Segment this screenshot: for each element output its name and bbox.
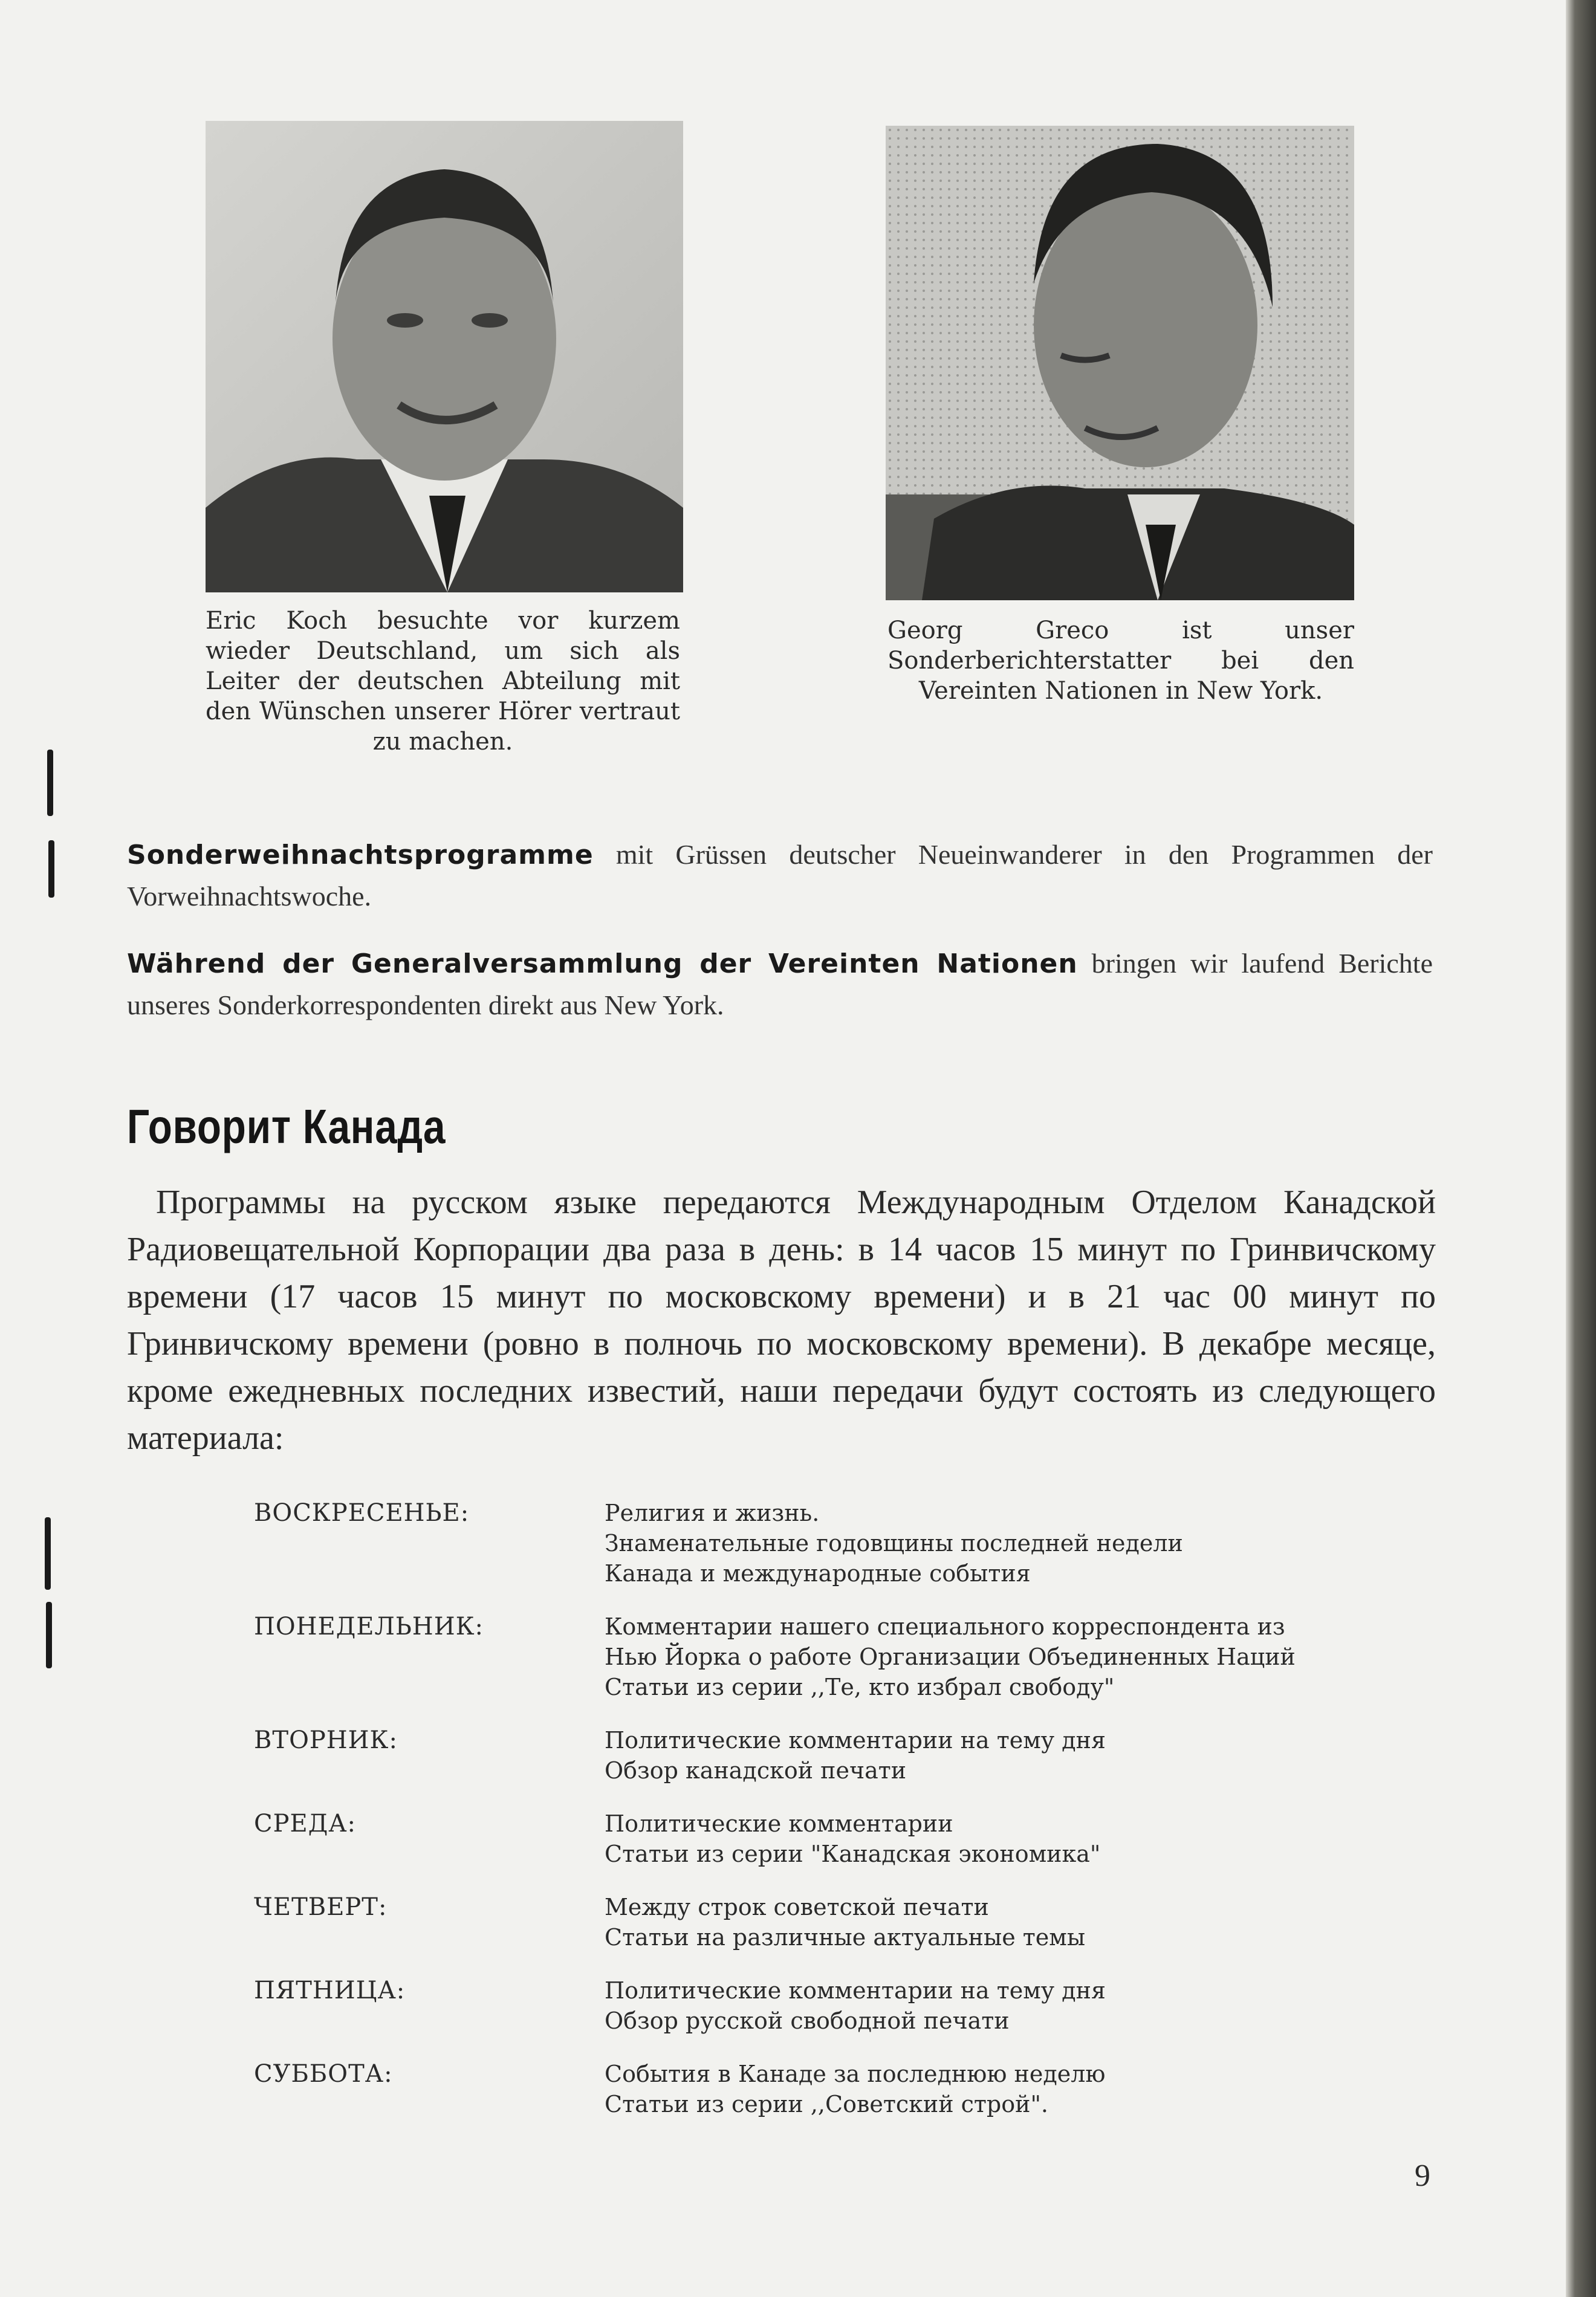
schedule-item: Знаменательные годовщины последней недели [605,1530,1183,1557]
schedule-item: События в Канаде за последнюю неделю [605,2061,1106,2087]
schedule-row [254,1975,1439,2036]
staple-mark [46,1602,52,1668]
section-heading: Говорит Канада [127,1100,446,1153]
schedule-items [605,1612,1439,1702]
schedule-row [254,2059,1439,2119]
schedule-day: ЧЕТВЕРТ: [254,1893,388,1921]
schedule-items [605,1725,1439,1786]
schedule-item: Нью Йорка о работе Организации Объединенных Наций [605,1644,1296,1670]
schedule-item: Статьи из серии ,,Те, кто избрал свободу" [605,1674,1115,1700]
schedule-items [605,1809,1439,1869]
schedule-items [605,1892,1439,1952]
schedule-day: ВТОРНИК: [254,1726,398,1754]
schedule-day: СУББОТА: [254,2060,393,2088]
schedule-item: Статьи из серии "Канадская экономика" [605,1841,1101,1867]
staple-mark [45,1517,51,1590]
german-paragraph-text: mit Grüssen deutscher Neueinwanderer in den Programmen der Vorweihnachtswoche. [127,839,1433,912]
schedule-table [254,1498,1439,2142]
schedule-item: Политические комментарии на тему дня [605,1977,1106,2004]
schedule-item: Статьи на различные актуальные темы [605,1924,1086,1951]
page-edge [1566,0,1596,2297]
schedule-items [605,2059,1439,2119]
schedule-row [254,1892,1439,1952]
german-paragraph-un [127,943,1433,1026]
schedule-day: ПЯТНИЦА: [254,1977,406,2004]
schedule-row [254,1809,1439,1869]
schedule-item: Религия и жизнь. [605,1500,820,1526]
schedule-row [254,1612,1439,1702]
german-paragraph-lead: Sonderweihnachtsprogramme [127,840,594,870]
schedule-item: Статьи из серии ,,Советский строй". [605,2091,1049,2117]
photo-georg-greco [886,126,1354,600]
schedule-row [254,1725,1439,1786]
page-number: 9 [1415,2159,1430,2193]
russian-intro-paragraph: Программы на русском языке передаются Международным Отделом Канадской Радиовещательной Корпорации два раза в день: в 14 часов 15 минут по Гринвичскому времени (17 часов 15 минут по московскому времени) и в 21 час 00 минут по Гринвичскому времени (ровно в полночь по московскому времени). В декабре месяце, кроме ежедневных последних известий, наши передачи будут состоять из следующего материала: [127,1184,1436,1457]
schedule-day: ПОНЕДЕЛЬНИК: [254,1613,484,1641]
schedule-item: Между строк советской печати [605,1894,989,1920]
schedule-item: Канада и международные события [605,1560,1031,1587]
schedule-day: СРЕДА: [254,1810,357,1838]
photo-eric-koch [206,121,683,592]
staple-mark [47,750,53,816]
german-paragraph-christmas [127,834,1433,917]
staple-mark [48,840,54,898]
schedule-row [254,1498,1439,1589]
german-paragraph-text: bringen wir laufend Berichte unseres Sonderkorrespondenten direkt aus New York. [127,948,1433,1020]
schedule-day: ВОСКРЕСЕНЬЕ: [254,1499,470,1527]
schedule-item: Комментарии нашего специального корреспондента из [605,1613,1285,1640]
caption-georg-greco: Georg Greco ist unser Sonderberichterstatter bei den Vereinten Nationen in New York. [887,617,1354,705]
caption-eric-koch: Eric Koch besuchte vor kurzem wieder Deutschland, um sich als Leiter der deutschen Abteilung mit den Wünschen unserer Hörer vertraut zu machen. [206,607,680,756]
german-paragraph-lead: Während der Generalversammlung der Vereinten Nationen [127,948,1078,979]
schedule-item: Политические комментарии на тему дня [605,1727,1106,1754]
schedule-items [605,1498,1439,1589]
schedule-items [605,1975,1439,2036]
schedule-item: Обзор русской свободной печати [605,2007,1010,2034]
schedule-item: Политические комментарии [605,1810,953,1837]
schedule-item: Обзор канадской печати [605,1757,907,1784]
